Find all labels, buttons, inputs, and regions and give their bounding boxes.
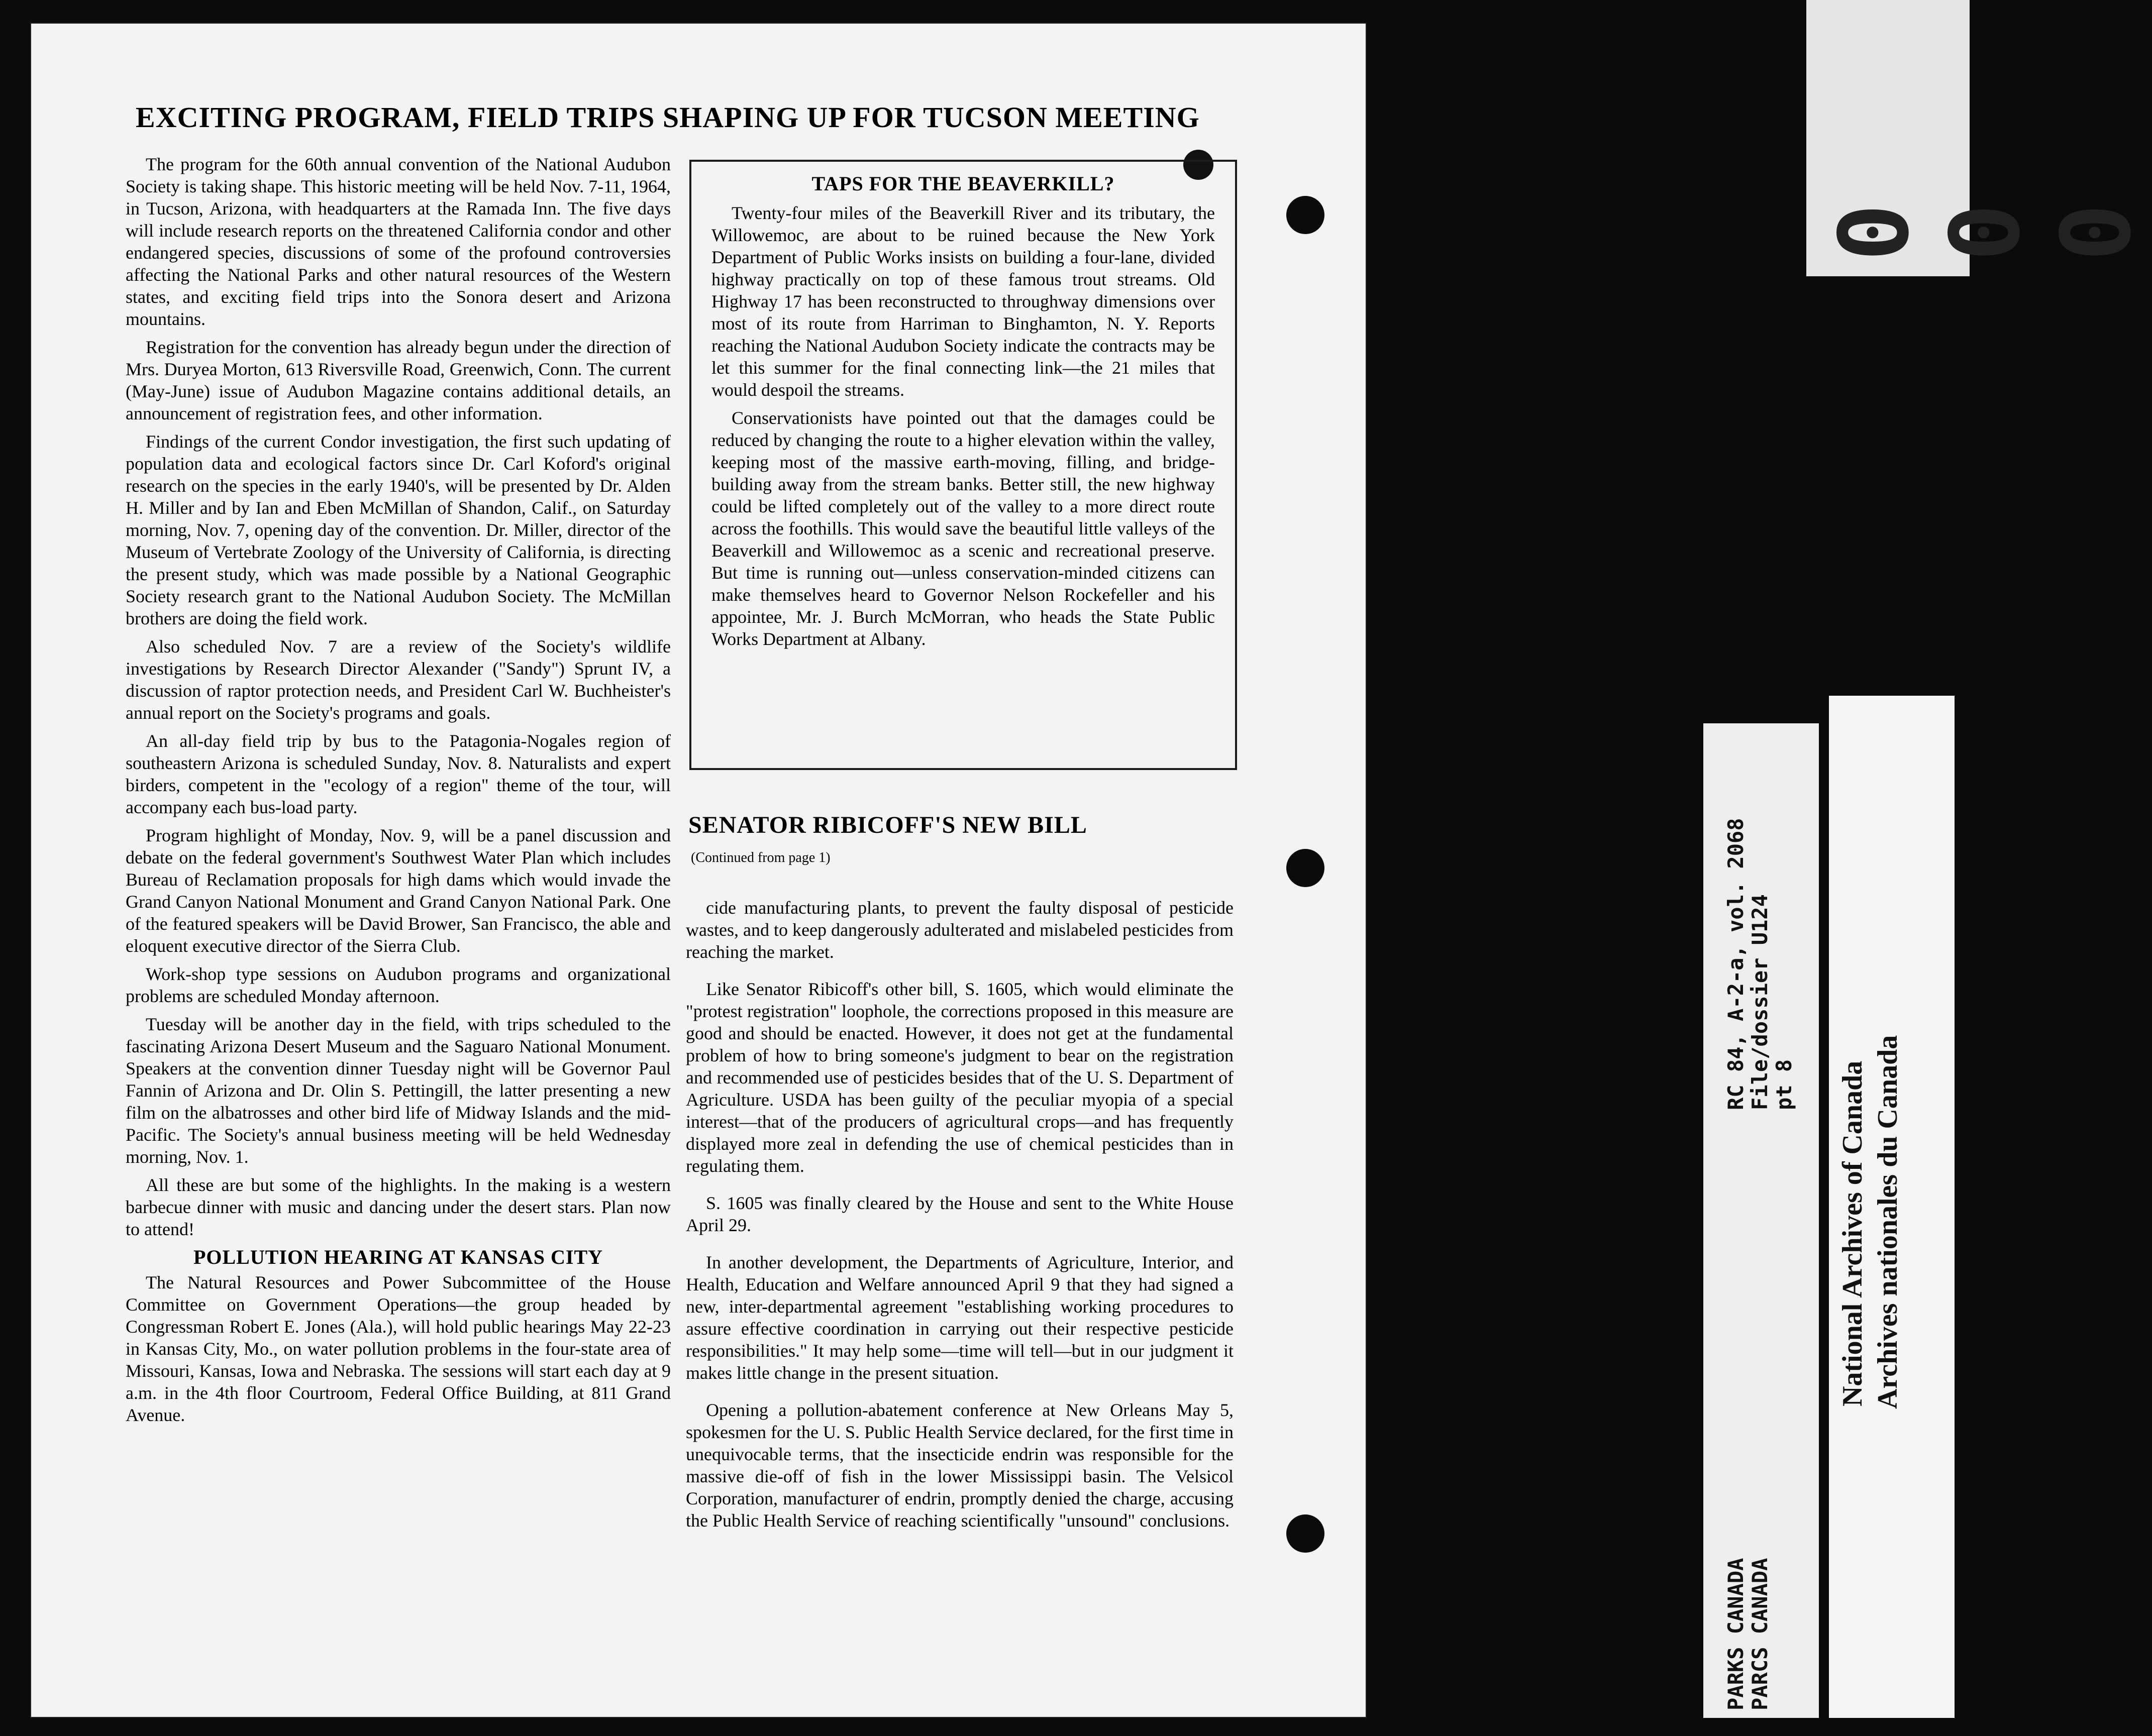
paragraph: The program for the 60th annual convention of the National Audubon Society is taking shape. This historic meeting will be held Nov. 7-11, 1964, in Tucson, Arizona, with headquarters at the Ramada Inn. The five days will include research reports on the threatened California condor and other endangered species, discussions of some of the profound controversies affecting the National Parks and other natural resources of the Western states, and exciting field trips into the Sonora desert and Arizona mountains. bbox=[126, 154, 671, 329]
paragraph: Like Senator Ribicoff's other bill, S. 1605, which would eliminate the "protest registration" loophole, the corrections proposed in this measure are good and should be enacted. However, it does not get at the fundamental problem of how to bring someone's judgment to bear on the registration and recommended use of pesticides besides that of the U. S. Department of Agriculture. USDA has been guilty of the peculiar myopia of a special interest—that of the producers of agricultural crops—and has frequently displayed more zeal in defending the use of chemical pesticides than in regulating them. bbox=[686, 979, 1234, 1176]
national-archives-en: National Archives of Canada bbox=[1837, 1060, 1868, 1406]
paragraph: Also scheduled Nov. 7 are a review of the Society's wildlife investigations by Research Director Alexander ("Sandy") Sprunt IV, a discussion of raptor protection needs, and President Carl W. Buchheister's annual report on the Society's programs and goals. bbox=[126, 636, 671, 723]
paragraph: An all-day field trip by bus to the Patagonia-Nogales region of southeastern Arizona is scheduled Sunday, Nov. 8. Naturalists and expert birders, competent in the "ecology of a region" theme of the tour, will accompany each bus-load party. bbox=[126, 731, 671, 817]
parks-canada-fr: PARCS CANADA bbox=[1748, 1558, 1772, 1710]
paragraph: S. 1605 was finally cleared by the House and sent to the White House April 29. bbox=[686, 1193, 1234, 1235]
senator-heading: SENATOR RIBICOFF'S NEW BILL bbox=[688, 812, 1087, 838]
national-archives-fr: Archives nationales du Canada bbox=[1872, 1035, 1903, 1409]
paragraph: Conservationists have pointed out that the damages could be reduced by changing the route to a higher elevation within the valley, keeping most of the massive earth-moving, filling, and bridge-building away from the stream banks. Better still, the new highway could be lifted completely out of the valley to a more direct route across the foothills. This would save the beautiful little valleys of the Beaverkill and Willowemoc as a scenic and recreational preserve. But time is running out—unless conservation-minded citizens can make themselves heard to Governor Nelson Rockefeller and his appointee, Mr. J. Burch McMorran, who heads the State Public Works Department at Albany. bbox=[711, 408, 1215, 649]
paragraph: Registration for the convention has already begun under the direction of Mrs. Duryea Morton, 613 Riversville Road, Greenwich, Conn. The current (May-June) issue of Audubon Magazine contains additional details, an announcement of registration fees, and other information. bbox=[126, 337, 671, 423]
left-column bbox=[126, 153, 671, 1432]
parks-canada-en: PARKS CANADA bbox=[1723, 1558, 1748, 1710]
punch-hole bbox=[1286, 196, 1324, 234]
continued-note: (Continued from page 1) bbox=[691, 850, 831, 865]
paragraph: All these are but some of the highlights. In the making is a western barbecue dinner with music and dancing under the desert stars. Plan now to attend! bbox=[126, 1175, 671, 1239]
archive-ref-line2: File/dossier U124 bbox=[1748, 894, 1772, 1110]
box-title: TAPS FOR THE BEAVERKILL? bbox=[811, 172, 1115, 195]
paragraph: cide manufacturing plants, to prevent the faulty disposal of pesticide wastes, and to keep dangerously adulterated and mislabeled pesticides from reaching the market. bbox=[686, 898, 1234, 962]
paragraph: In another development, the Departments of Agriculture, Interior, and Health, Education and Welfare announced April 9 that they had signed a new, inter-departmental agreement "establishing working procedures to assure effective coordination in carrying out their respective pesticide responsibilities." It may help some—time will tell—but in our judgment it makes little change in the present situation. bbox=[686, 1252, 1234, 1383]
right-column bbox=[686, 897, 1234, 1547]
archive-ref-line3: pt 8 bbox=[1772, 1059, 1796, 1110]
pollution-heading: POLLUTION HEARING AT KANSAS CITY bbox=[193, 1246, 603, 1268]
paragraph: Findings of the current Condor investigation, the first such updating of population data and ecological factors since Dr. Carl Koford's original research on the species in the early 1940's, will be presented by Dr. Alden H. Miller and by Ian and Eben McMillan of Shandon, Calif., on Saturday morning, Nov. 7, opening day of the convention. Dr. Miller, director of the Museum of Vertebrate Zoology of the University of California, is directing the present study, which was made possible by a National Geographic Society research grant to the National Audubon Society. The McMillan brothers are doing the field work. bbox=[126, 431, 671, 628]
paragraph: Work-shop type sessions on Audubon programs and organizational problems are scheduled Monday afternoon. bbox=[126, 964, 671, 1006]
frame-digits: 0 0 0 bbox=[1819, 203, 2152, 261]
paragraph: Program highlight of Monday, Nov. 9, will be a panel discussion and debate on the federal government's Southwest Water Plan which includes Bureau of Reclamation proposals for high dams which would invade the Grand Canyon National Monument and Grand Canyon National Park. One of the featured speakers will be David Brower, San Francisco, the able and eloquent executive director of the Sierra Club. bbox=[126, 825, 671, 956]
beaverkill-box bbox=[689, 160, 1237, 770]
paragraph: Tuesday will be another day in the field, with trips scheduled to the fascinating Arizona Desert Museum and the Saguaro National Monument. Speakers at the convention dinner Tuesday night will be Governor Paul Fannin of Arizona and Dr. Olin S. Pettingill, the latter presenting a new film on the albatrosses and other bird life of Midway Islands and the mid-Pacific. The Society's annual business meeting will be held Wednesday morning, Nov. 1. bbox=[126, 1014, 671, 1167]
paragraph: Opening a pollution-abatement conference at New Orleans May 5, spokesmen for the U. S. Public Health Service declared, for the first time in unequivocable terms, that the insecticide endrin was responsible for the massive die-off of fish in the lower Mississippi basin. The Velsicol Corporation, manufacturer of endrin, promptly denied the charge, accusing the Public Health Service of reaching scientifically "unsound" conclusions. bbox=[686, 1400, 1234, 1531]
punch-hole bbox=[1286, 849, 1324, 887]
headline: EXCITING PROGRAM, FIELD TRIPS SHAPING UP FOR TUCSON MEETING bbox=[136, 101, 1200, 134]
paragraph: The Natural Resources and Power Subcommittee of the House Committee on Government Operations—the group headed by Congressman Robert E. Jones (Ala.), will hold public hearings May 22-23 in Kansas City, Mo., on water pollution problems in the four-state area of Missouri, Kansas, Iowa and Nebraska. The sessions will start each day at 9 a.m. in the 4th floor Courtroom, Federal Office Building, at 811 Grand Avenue. bbox=[126, 1272, 671, 1425]
archive-ref-line1: RC 84, A-2-a, vol. 2068 bbox=[1723, 818, 1748, 1110]
punch-hole bbox=[1286, 1514, 1324, 1553]
paragraph: Twenty-four miles of the Beaverkill River and its tributary, the Willowemoc, are about to be ruined because the New York Department of Public Works insists on building a four-lane, divided highway practically on top of these famous trout streams. Old Highway 17 has been reconstructed to throughway dimensions over most of its route from Harriman to Binghamton, N. Y. Reports reaching the National Audubon Society indicate the contracts may be let this summer for the final connecting link—the 21 miles that would despoil the streams. bbox=[711, 203, 1215, 400]
